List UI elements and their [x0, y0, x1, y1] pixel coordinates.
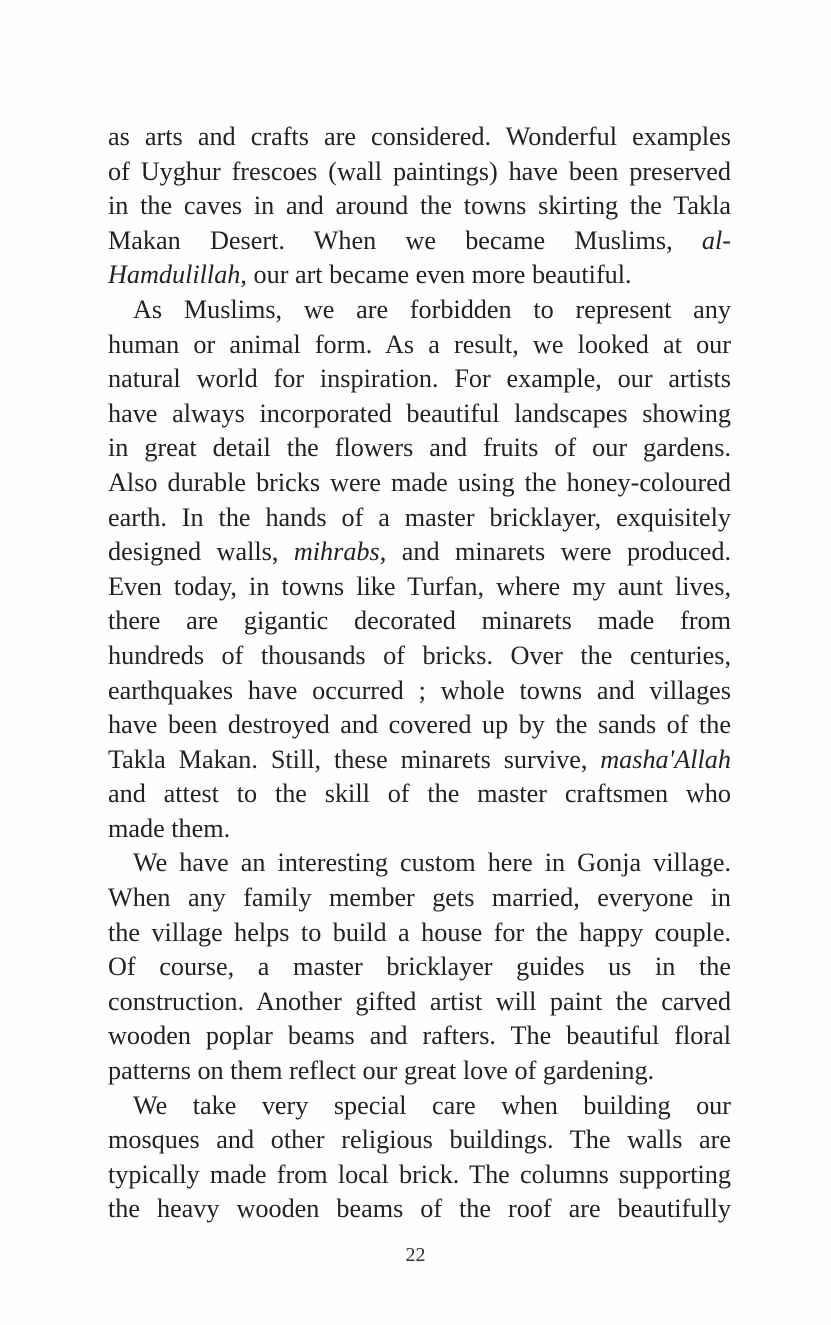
text-line: in great detail the flowers and fruits of our gardens. — [108, 433, 731, 463]
text-line: as arts and crafts are considered. Wonderful examples — [108, 122, 731, 151]
text-line: in the caves in and around the towns skirting the Takla — [108, 191, 731, 221]
text-line: mosques and other religious buildings. The walls are — [108, 1125, 731, 1155]
paragraph — [108, 1089, 731, 1227]
text-line: have always incorporated beautiful landscapes showing — [108, 398, 731, 428]
text-line: the heavy wooden beams of the roof are beautifully — [108, 1194, 731, 1224]
text-line: human or animal form. As a result, we looked at our — [108, 329, 731, 359]
italic-term: Hamdulillah — [108, 260, 241, 290]
text-line: earth. In the hands of a master bricklayer, exquisitely — [108, 502, 731, 532]
text-line: designed walls, mihrabs, and minarets were produced. — [108, 537, 731, 567]
text-line: wooden poplar beams and rafters. The beautiful floral — [108, 1021, 731, 1051]
text-line: there are gigantic decorated minarets made from — [108, 606, 731, 636]
text-line: Of course, a master bricklayer guides us in the — [108, 952, 731, 982]
text-line: natural world for inspiration. For example, our artists — [108, 364, 731, 394]
text-line: Also durable bricks were made using the honey-coloured — [108, 467, 731, 497]
text-line: have been destroyed and covered up by the sands of the — [108, 710, 731, 740]
text-line: of Uyghur frescoes (wall paintings) have been preserved — [108, 156, 731, 186]
paragraph — [108, 846, 731, 1088]
text-line: hundreds of thousands of bricks. Over the centuries, — [108, 640, 731, 670]
text-line: Takla Makan. Still, these minarets survive, masha'Allah — [108, 744, 731, 774]
text-line: typically made from local brick. The columns supporting — [108, 1159, 731, 1189]
paragraph — [108, 120, 731, 293]
text-line: earthquakes have occurred ; whole towns and villages — [108, 675, 731, 705]
text-line: and attest to the skill of the master craftsmen who — [108, 779, 731, 809]
paragraph — [108, 293, 731, 847]
text-line: Hamdulillah, our art became even more beautiful. — [108, 260, 632, 290]
italic-term: masha'Allah — [600, 744, 731, 774]
text-line: the village helps to build a house for the happy couple. — [108, 917, 731, 947]
page-number: 22 — [405, 1244, 426, 1266]
body-text — [108, 120, 731, 1227]
text-line: When any family member gets married, everyone in — [108, 883, 731, 913]
italic-term: al- — [701, 225, 731, 255]
text-line: construction. Another gifted artist will paint the carved — [108, 986, 731, 1016]
text-line: As Muslims, we are forbidden to represent any — [133, 294, 731, 324]
text-line: Makan Desert. When we became Muslims, al- — [108, 225, 731, 255]
text-line: patterns on them reflect our great love of gardening. — [108, 1056, 655, 1086]
text-line: We take very special care when building our — [133, 1090, 731, 1120]
text-line: made them. — [108, 813, 231, 843]
text-line: We have an interesting custom here in Gonja village. — [133, 848, 731, 878]
italic-term: mihrabs — [293, 537, 380, 567]
text-line: Even today, in towns like Turfan, where my aunt lives, — [108, 571, 731, 601]
